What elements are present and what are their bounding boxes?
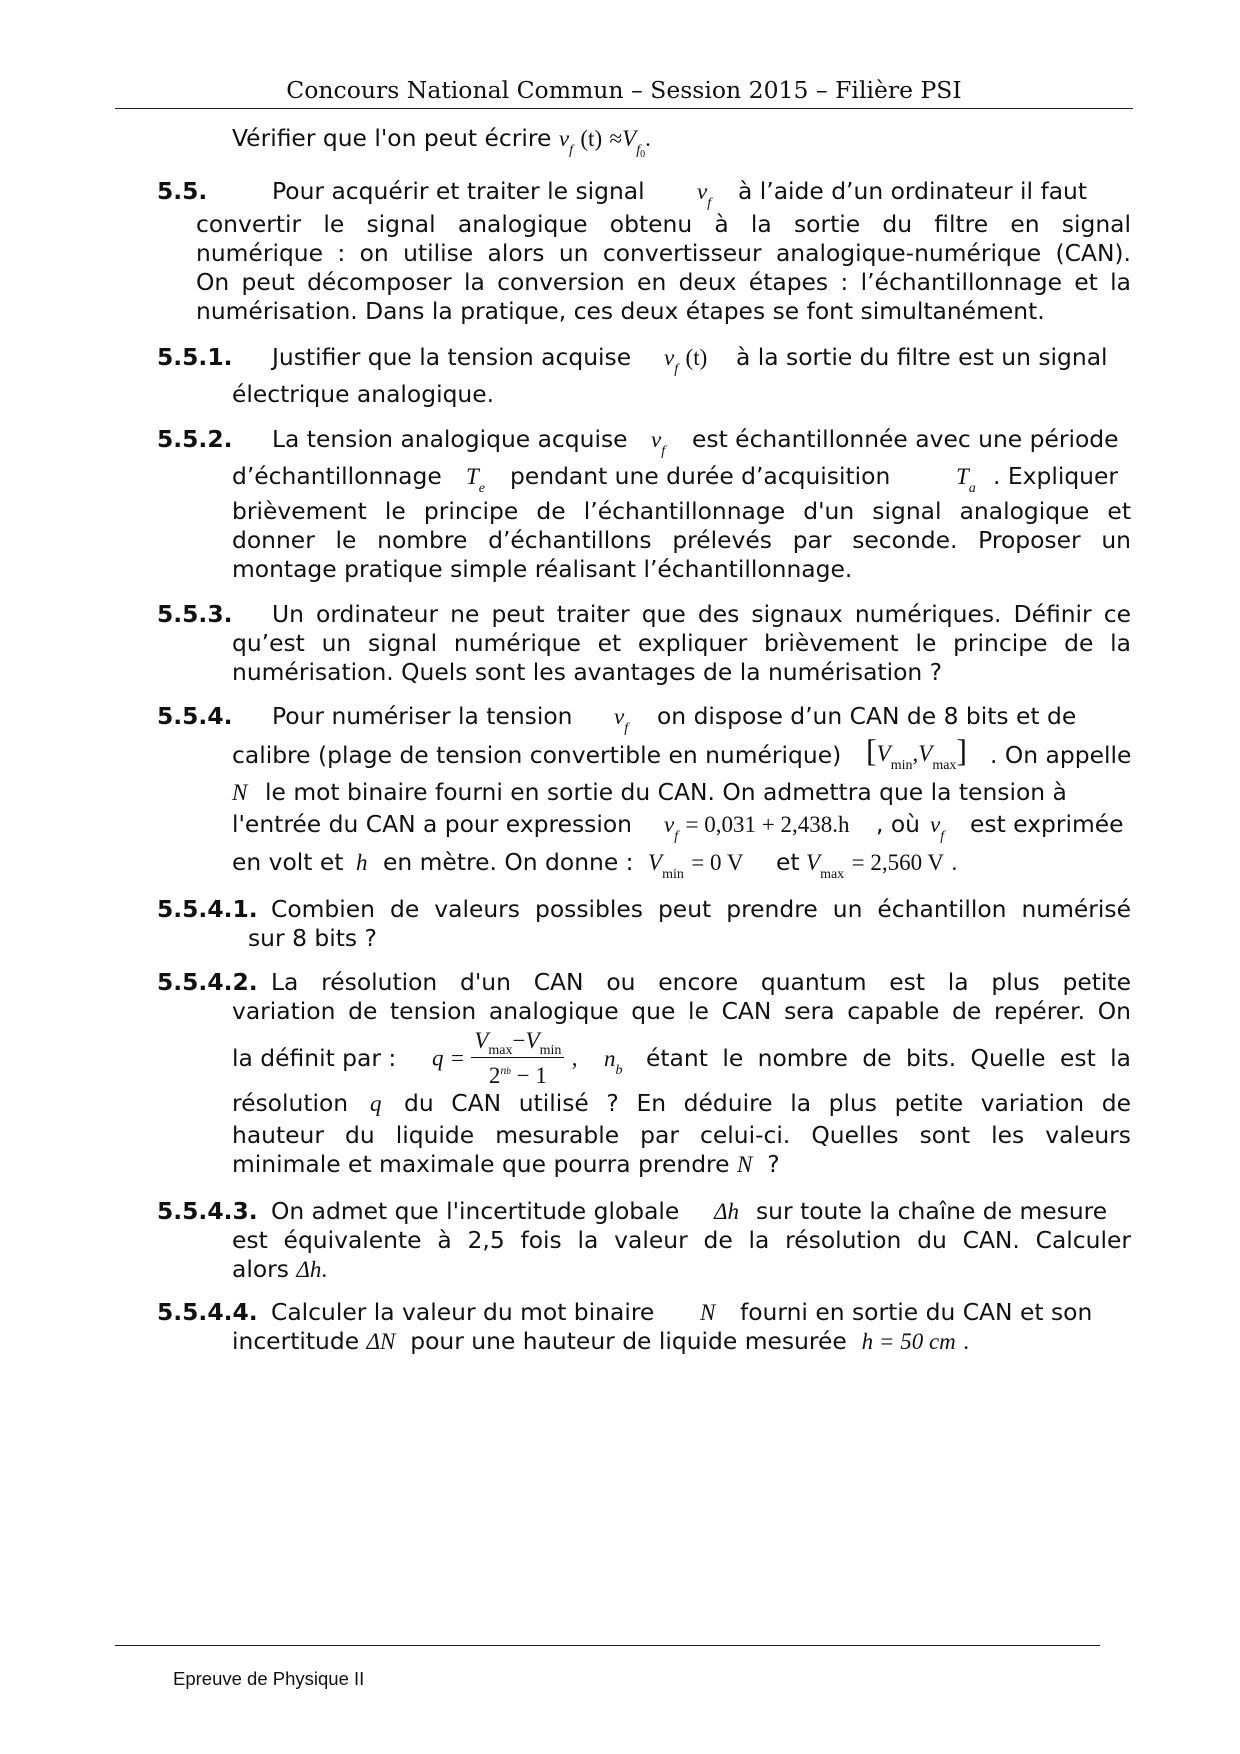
s552-math-Te <box>466 462 485 495</box>
math-v: v <box>558 126 570 151</box>
s554-line-2b: . On appelle <box>990 741 1132 769</box>
math-t: (t) <box>685 345 708 370</box>
math-V: V <box>876 741 891 766</box>
math-sub-e: e <box>478 481 486 496</box>
s55-math-vf <box>697 177 711 210</box>
intro-text: Vérifier que l'on peut écrire <box>232 124 552 152</box>
section-number-5-5-4-3: 5.5.4.3. <box>157 1197 258 1225</box>
math-fraction <box>471 1029 564 1088</box>
s554-line-5c: et <box>776 848 800 876</box>
section-number-5-5-4-1: 5.5.4.1. <box>157 895 258 923</box>
math-N: N <box>700 1300 716 1325</box>
s554-line-5b: en mètre. On donne : <box>383 848 634 876</box>
s5542-line-3a: la définit par : <box>232 1044 397 1072</box>
math-v: v <box>697 179 708 204</box>
s554-line-2a: calibre (plage de tension convertible en numérique) <box>232 741 842 769</box>
s5542-line-6 <box>232 1150 780 1179</box>
s551-math-vft <box>664 343 707 376</box>
s554-line-3: le mot binaire fourni en sortie du CAN. On admettra que la tension à <box>265 778 1067 806</box>
math-period: . <box>951 850 958 875</box>
s554-math-interval <box>866 732 968 773</box>
s55-line-1a: Pour acquérir et traiter le signal <box>272 177 645 205</box>
math-sub-a: a <box>968 481 976 496</box>
s552-math-Ta <box>956 462 976 495</box>
math-sub-min: min <box>662 867 684 882</box>
s5542-line-3b: étant le nombre de bits. Quelle est la <box>646 1044 1131 1072</box>
s5542-formula-q <box>432 1029 578 1088</box>
math-period: . <box>645 126 651 151</box>
math-denominator <box>471 1058 564 1088</box>
math-numerator <box>471 1029 564 1058</box>
math-N: N <box>232 780 248 805</box>
s55-line-5: numérisation. Dans la pratique, ces deux étapes se font simultanément. <box>196 297 1045 325</box>
math-sub-max: max <box>932 758 957 773</box>
math-N: N <box>736 1152 753 1177</box>
math-v: v <box>614 704 625 729</box>
math-expr: = 0,031 + 2,438.h <box>685 812 850 837</box>
s551-line-1a: Justifier que la tension acquise <box>272 343 632 371</box>
math-sup-b: b <box>506 1066 511 1076</box>
math-sub-f: f <box>624 721 629 736</box>
math-eq: = <box>450 1045 464 1071</box>
math-sub-f: f <box>569 143 573 158</box>
s5542-math-q <box>370 1089 382 1118</box>
s5542-line-4b: du CAN utilisé ? En déduire la plus petite variation de <box>404 1089 1131 1117</box>
math-two: 2 <box>488 1062 501 1088</box>
s554-math-vmax <box>806 848 957 881</box>
s55-line-3: numérique : on utilise alors un convertisseur analogique-numérique (CAN). <box>196 239 1131 267</box>
math-sub-b: b <box>615 1063 623 1078</box>
math-vmin-eq: = 0 V <box>691 850 744 875</box>
s554-math-expr <box>664 810 850 843</box>
math-v: v <box>930 812 941 837</box>
math-minus: − <box>512 1028 526 1053</box>
s5543-line-1b: sur toute la chaîne de mesure <box>756 1197 1108 1225</box>
math-sub-zero: 0 <box>640 149 646 160</box>
page-footer: Epreuve de Physique II <box>173 1668 365 1689</box>
s5542-line-1: La résolution d'un CAN ou encore quantum est la plus petite <box>271 968 1131 996</box>
math-period: . <box>321 1257 328 1282</box>
math-vmax-eq: = 2,560 V <box>851 850 945 875</box>
footer-rule <box>115 1645 1100 1646</box>
math-v: v <box>664 812 675 837</box>
math-V: V <box>648 850 663 875</box>
math-bracket-close: ] <box>956 732 968 768</box>
s5544-line-2b: pour une hauteur de liquide mesurée <box>410 1327 847 1355</box>
math-comma: , <box>571 1045 578 1071</box>
s552-line-2b: pendant une durée d’acquisition <box>510 462 891 490</box>
s552-line-5: montage pratique simple réalisant l’échantillonnage. <box>232 555 853 583</box>
page-header: Concours National Commun – Session 2015 – Filière PSI <box>115 72 1133 109</box>
s5541-line-1: Combien de valeurs possibles peut prendre un échantillon numérisé <box>271 895 1131 923</box>
section-number-5-5-1: 5.5.1. <box>157 343 233 371</box>
s554-line-5a: en volt et <box>232 848 344 876</box>
s5543-line-1a: On admet que l'incertitude globale <box>271 1197 680 1225</box>
s552-line-1b: est échantillonnée avec une période <box>692 425 1119 453</box>
s553-line-3: numérisation. Quels sont les avantages de la numérisation ? <box>232 658 943 686</box>
math-delta-h: Δh <box>296 1257 322 1282</box>
s554-math-vf2 <box>930 810 944 843</box>
s552-line-2a: d’échantillonnage <box>232 462 442 490</box>
s554-math-N <box>232 778 247 807</box>
math-V: V <box>918 741 933 766</box>
s551-line-2: électrique analogique. <box>232 380 495 408</box>
math-v: v <box>651 427 662 452</box>
s5544-line-2 <box>232 1327 969 1356</box>
s554-math-h <box>356 848 368 877</box>
question-mark: ? <box>767 1150 780 1178</box>
math-sub-f: f <box>707 196 712 211</box>
math-v: v <box>664 345 675 370</box>
section-number-5-5-2: 5.5.2. <box>157 425 233 453</box>
math-minus-one: − 1 <box>516 1062 547 1088</box>
s552-line-2c: . Expliquer <box>993 462 1119 490</box>
s5544-line-1b: fourni en sortie du CAN et son <box>740 1298 1093 1326</box>
math-delta-h: Δh <box>714 1199 739 1224</box>
math-h: h <box>356 850 368 875</box>
math-approx: ≈ <box>609 126 623 151</box>
math-T: T <box>466 464 479 489</box>
s554-line-1a: Pour numériser la tension <box>272 702 573 730</box>
s5542-line-2: variation de tension analogique que le CAN sera capable de repérer. On <box>232 997 1131 1025</box>
section-number-5-5-4-4: 5.5.4.4. <box>157 1298 258 1326</box>
s552-line-3: brièvement le principe de l’échantillonnage d'un signal analogique et <box>232 497 1131 525</box>
s552-math-vf <box>651 425 665 458</box>
s553-line-1: Un ordinateur ne peut traiter que des signaux numériques. Définir ce <box>272 600 1131 628</box>
section-number-5-5: 5.5. <box>157 177 208 205</box>
s5542-math-nb <box>604 1044 623 1077</box>
math-sub-max: max <box>488 1043 513 1058</box>
s5544-line-2a: incertitude <box>232 1327 360 1355</box>
section-number-5-5-3: 5.5.3. <box>157 600 233 628</box>
s554-math-vmin <box>648 848 743 881</box>
s55-line-2: convertir le signal analogique obtenu à la sortie du filtre en signal <box>196 210 1131 238</box>
s5543-math-dh <box>714 1197 739 1226</box>
s5544-line-1a: Calculer la valeur du mot binaire <box>271 1298 655 1326</box>
s554-line-1b: on dispose d’un CAN de 8 bits et de <box>657 702 1077 730</box>
s5542-line-6-text: minimale et maximale que pourra prendre <box>232 1150 730 1178</box>
math-V: V <box>622 126 637 151</box>
s552-line-4: donner le nombre d’échantillons prélevés par seconde. Proposer un <box>232 526 1131 554</box>
math-n: n <box>604 1046 616 1071</box>
math-sub-f0: f <box>636 143 641 158</box>
s554-math-vf <box>614 702 628 735</box>
s5543-line-3 <box>232 1255 327 1284</box>
s5543-line-3-text: alors <box>232 1255 289 1283</box>
s554-line-4a: l'entrée du CAN a pour expression <box>232 810 632 838</box>
s552-line-1a: La tension analogique acquise <box>272 425 628 453</box>
math-sub-f: f <box>661 444 666 459</box>
s55-line-4: On peut décomposer la conversion en deux étapes : l’échantillonnage et la <box>196 268 1131 296</box>
math-sub-max: max <box>820 867 845 882</box>
math-period: . <box>963 1329 969 1354</box>
s5543-line-2: est équivalente à 2,5 fois la valeur de la résolution du CAN. Calculer <box>232 1226 1131 1254</box>
s551-line-1b: à la sortie du filtre est un signal <box>736 343 1108 371</box>
s553-line-2: qu’est un signal numérique et expliquer brièvement le principe de la <box>232 629 1131 657</box>
section-number-5-5-4: 5.5.4. <box>157 702 233 730</box>
section-number-5-5-4-2: 5.5.4.2. <box>157 968 258 996</box>
s554-line-4b: , où <box>876 810 921 838</box>
s554-line-4c: est exprimée <box>970 810 1124 838</box>
s5542-line-5: hauteur du liquide mesurable par celui-ci. Quelles sont les valeurs <box>232 1121 1131 1149</box>
math-delta-N: ΔN <box>366 1329 396 1354</box>
math-t: (t) <box>580 126 603 151</box>
s5542-line-4a: résolution <box>232 1089 349 1117</box>
math-h-eq: h = 50 cm <box>861 1329 956 1354</box>
math-sub-f: f <box>674 829 679 844</box>
intro-verify <box>232 124 651 158</box>
math-q: q <box>432 1045 444 1071</box>
math-bracket-open: [ <box>866 732 877 768</box>
s5541-line-2: sur 8 bits ? <box>248 924 377 952</box>
math-T: T <box>956 464 969 489</box>
math-comma: , <box>912 741 919 766</box>
math-V: V <box>474 1028 489 1053</box>
math-sub-f: f <box>674 362 679 377</box>
math-q: q <box>370 1091 382 1116</box>
math-sup-n: n <box>500 1063 507 1077</box>
math-sub-min: min <box>890 758 913 773</box>
math-sub-f: f <box>940 829 945 844</box>
s5544-math-N <box>700 1298 715 1327</box>
math-V: V <box>525 1028 540 1053</box>
math-sub-min: min <box>539 1043 562 1058</box>
math-V: V <box>806 850 821 875</box>
s55-line-1b: à l’aide d’un ordinateur il faut <box>738 177 1088 205</box>
